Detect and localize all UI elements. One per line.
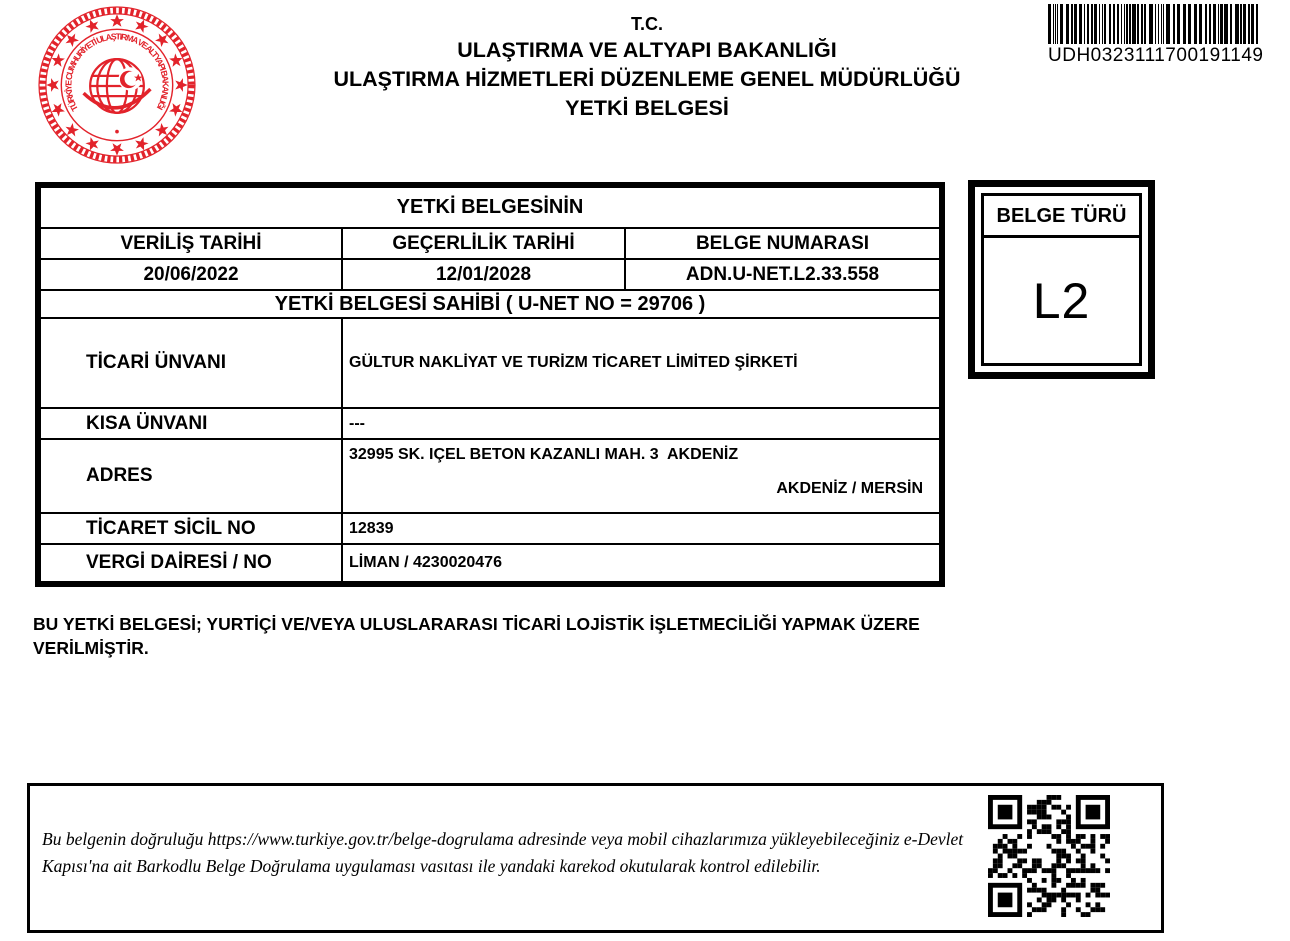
table-row-column-headers: [41, 229, 939, 260]
table-row-section-title: [41, 188, 939, 229]
col-header-doc-number: BELGE NUMARASI: [695, 232, 870, 254]
section-title: YETKİ BELGESİNİN: [396, 196, 584, 218]
barcode-block: [1048, 4, 1262, 67]
doc-number-value: ADN.U-NET.L2.33.558: [685, 263, 880, 285]
field-value-registry-no: 12839: [349, 519, 394, 537]
table-row-address: [41, 440, 939, 514]
emblem-circular-text: TÜRKİYE CUMHURİYETİ ULAŞTIRMA VE ALTYAPI BAKANLIĞI: [63, 31, 171, 113]
field-label-tax-office: VERGİ DAİRESİ / NO: [41, 545, 343, 581]
qr-code-icon: [988, 795, 1110, 917]
emblem-separator-dot: [115, 130, 119, 134]
title-directorate: ULAŞTIRMA HİZMETLERİ DÜZENLEME GENEL MÜDÜRLÜĞÜ: [333, 67, 961, 91]
table-row-short-name: [41, 409, 939, 440]
verification-text-line-2: Kapısı'na ait Barkodlu Belge Doğrulama uygulaması vasıtası ile yandaki karekod okutularak kontrol edilebilir.: [42, 856, 821, 876]
table-row-owner-title: [41, 291, 939, 319]
col-header-validity-date: GEÇERLİLİK TARİHİ: [343, 229, 626, 258]
validity-date-value: 12/01/2028: [343, 260, 626, 289]
owner-title: YETKİ BELGESİ SAHİBİ ( U-NET NO = 29706 ): [274, 292, 706, 315]
certificate-type-inner: [981, 193, 1142, 366]
barcode-value: UDH0323111700191149: [1048, 45, 1264, 66]
title-doc-type: YETKİ BELGESİ: [565, 96, 729, 120]
certificate-table: [35, 182, 945, 587]
field-label-registry-no: TİCARET SİCİL NO: [41, 514, 343, 543]
scope-note-line-1: BU YETKİ BELGESİ; YURTİÇİ VE/VEYA ULUSLARARASI TİCARİ LOJİSTİK İŞLETMECİLİĞİ YAPMAK ÜZERE: [33, 614, 920, 634]
field-value-trade-name: GÜLTUR NAKLİYAT VE TURİZM TİCARET LİMİTED ŞİRKETİ: [349, 354, 798, 371]
table-row-column-values: [41, 260, 939, 291]
address-line-1: 32995 SK. IÇEL BETON KAZANLI MAH. 3 AKDENİZ: [349, 446, 739, 463]
document-title-block: [292, 12, 1002, 123]
field-label-address: ADRES: [41, 440, 343, 512]
col-header-issue-date: VERİLİŞ TARİHİ: [41, 229, 343, 258]
field-label-trade-name: TİCARİ ÜNVANI: [41, 319, 343, 407]
certificate-type-box: [968, 180, 1155, 379]
title-tc: T.C.: [630, 14, 663, 34]
table-row-tax-office: [41, 545, 939, 581]
table-row-trade-name: [41, 319, 939, 409]
ministry-emblem-seal: [38, 6, 196, 164]
verification-text: [42, 826, 977, 880]
field-value-address: [343, 440, 939, 512]
issue-date-value: 20/06/2022: [41, 260, 343, 289]
title-ministry: ULAŞTIRMA VE ALTYAPI BAKANLIĞI: [457, 38, 837, 62]
scope-note-line-2: VERİLMİŞTİR.: [33, 638, 149, 658]
verification-text-line-1: Bu belgenin doğruluğu https://www.turkiye.gov.tr/belge-dogrulama adresinde veya mobil cihazlarımıza yükleyebileceğiniz e-Devlet: [42, 829, 964, 849]
address-line-2: AKDENİZ / MERSİN: [776, 480, 923, 497]
certificate-type-value: L2: [1032, 272, 1091, 329]
barcode-icon: [1048, 4, 1262, 44]
field-value-tax-office: LİMAN / 4230020476: [349, 554, 502, 571]
scope-note: [33, 612, 943, 660]
table-row-trade-registry-no: [41, 514, 939, 545]
certificate-type-title: BELGE TÜRÜ: [984, 196, 1139, 238]
field-label-short-name: KISA ÜNVANI: [41, 409, 343, 438]
verification-box: [27, 783, 1164, 933]
field-value-short-name: ---: [349, 414, 365, 432]
